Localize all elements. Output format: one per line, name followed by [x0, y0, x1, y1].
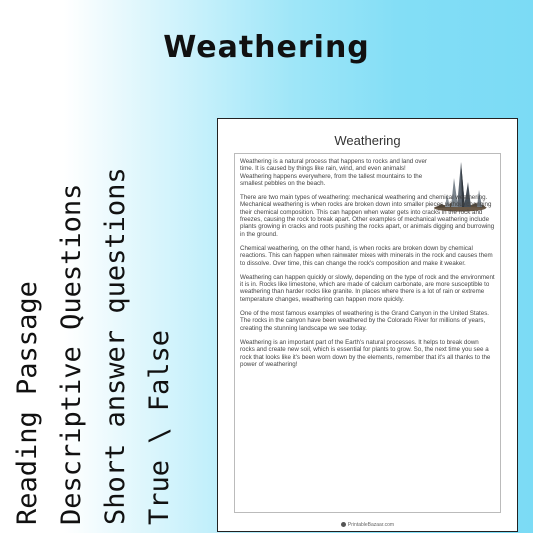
paragraph-2: There are two main types of weathering: mechanical weathering and chemical weathering. Mechanical weathering is when rocks are broken down into smaller pieces without changing their chemical composition. This can happen when water gets into cracks in the rock and freezes, causing the rock to break apart. Other examples of mechanical weathering include plants growing in cracks and roots pushing the rocks apart, or animals digging and burrowing in the ground. — [240, 194, 495, 238]
paragraph-3: Chemical weathering, on the other hand, is when rocks are broken down by chemical reactions. This can happen when rainwater mixes with minerals in the rock and causes them to dissolve. Over time, this can change the rock's composition and make it weaker. — [240, 244, 493, 267]
worksheet-title: Weathering — [334, 133, 401, 148]
paragraph-6: Weathering is an important part of the Earth's natural processes. It helps to break down rocks and create new soil, which is essential for plants to grow. So, the next time you see a rock that looks like it's been worn down by the elements, remember that it's all thanks to the power of weathering! — [240, 338, 491, 368]
side-labels — [14, 120, 194, 525]
paragraph-4: Weathering can happen quickly or slowly, depending on the type of rock and the environment it is in. Rocks like limestone, which are made of calcium carbonate, are more susceptible to weathering than harder rocks like granite. In places where there is a lot of rain or extreme temperature changes, weathering can happen more quickly. — [240, 273, 495, 303]
worksheet-preview — [217, 118, 518, 532]
page-title: Weathering — [163, 30, 370, 65]
paragraph-5: One of the most famous examples of weathering is the Grand Canyon in the United States. The rocks in the canyon have been weathered by the Colorado River for millions of years, creating the stunning landscape we see today. — [240, 310, 490, 332]
footer-text: PrintableBazaar.com — [347, 522, 395, 528]
brand-logo-icon — [341, 522, 346, 527]
passage-box — [234, 153, 501, 513]
paragraph-1: Weathering is a natural process that happens to rocks and land over time. It is caused by things like rain, wind, and even animals! Weathering happens everywhere, from the tallest mountains to the smallest pebbles on the beach. — [240, 158, 427, 187]
side-label-short-answer: Short answer questions — [100, 167, 131, 525]
reading-passage — [240, 158, 495, 375]
footer-credit — [218, 522, 517, 528]
side-label-descriptive-questions: Descriptive Questions — [56, 183, 87, 525]
side-label-reading-passage: Reading Passage — [12, 281, 43, 525]
side-label-true-false: True \ False — [144, 329, 175, 525]
